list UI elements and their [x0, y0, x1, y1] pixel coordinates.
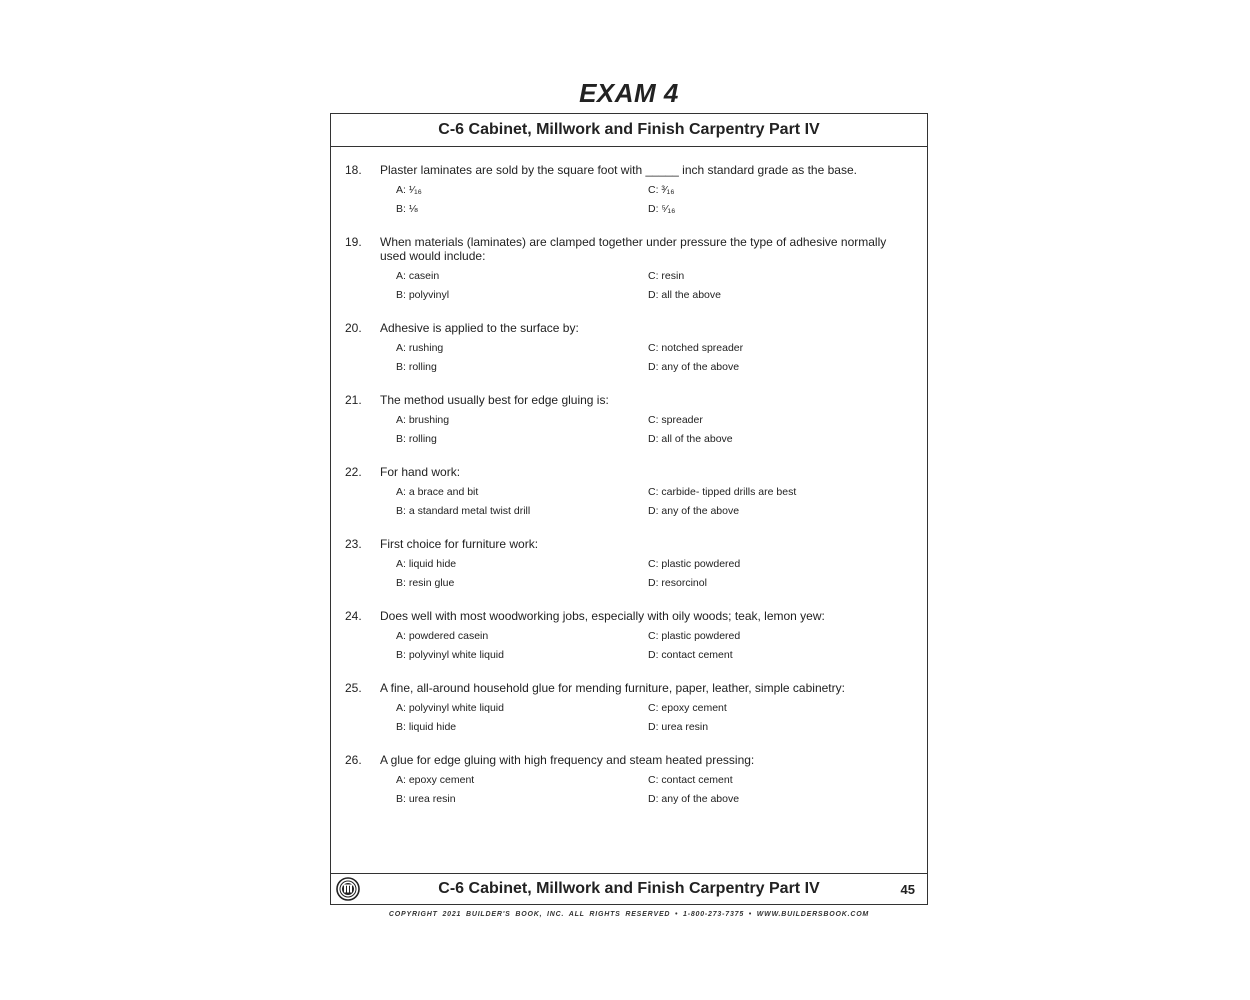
choice-c: C: spreader [648, 414, 703, 426]
question-23 [345, 537, 915, 590]
question-18 [345, 163, 915, 216]
question-number: 22. [345, 465, 362, 479]
question-22 [345, 465, 915, 518]
question-number: 18. [345, 163, 362, 177]
answer-choices [396, 773, 896, 806]
choice-b: B: polyvinyl [396, 289, 450, 301]
choice-d: D: all of the above [648, 433, 733, 445]
question-text: A fine, all-around household glue for mending furniture, paper, leather, simple cabinetry: [380, 681, 845, 695]
choice-a: A: brushing [396, 414, 450, 426]
question-number: 19. [345, 235, 362, 249]
choice-b: B: urea resin [396, 793, 456, 805]
choice-d: D: any of the above [648, 505, 740, 517]
copyright-notice: COPYRIGHT 2021 BUILDER'S BOOK, INC. ALL RIGHTS RESERVED • 1-800-273-7375 • WWW.BUILDERSBOOK.COM [388, 911, 870, 918]
choice-a: A: epoxy cement [396, 774, 475, 786]
choice-a: A: polyvinyl white liquid [396, 702, 504, 714]
question-25 [345, 681, 915, 734]
choice-c: C: ³⁄₁₆ [648, 184, 675, 196]
question-19 [345, 235, 915, 302]
question-26 [345, 753, 915, 806]
page-number: 45 [900, 882, 915, 897]
question-text: First choice for furniture work: [380, 537, 539, 551]
choice-c: C: plastic powdered [648, 630, 741, 642]
choice-a: A: ¹⁄₁₆ [396, 184, 422, 196]
choice-d: D: resorcinol [648, 577, 707, 589]
answer-choices [396, 485, 896, 518]
choice-d: D: any of the above [648, 793, 740, 805]
choice-b: B: rolling [396, 433, 437, 445]
choice-b: B: liquid hide [396, 721, 457, 733]
choice-a: A: rushing [396, 342, 444, 354]
choice-b: B: a standard metal twist drill [396, 505, 531, 517]
choice-d: D: all the above [648, 289, 721, 301]
question-24 [345, 609, 915, 662]
choice-a: A: powdered casein [396, 630, 489, 642]
choice-d: D: ⁵⁄₁₆ [648, 203, 676, 215]
question-number: 24. [345, 609, 362, 623]
choice-a: A: casein [396, 270, 440, 282]
answer-choices [396, 629, 896, 662]
question-text: A glue for edge gluing with high frequency and steam heated pressing: [380, 753, 755, 767]
choice-a: A: liquid hide [396, 558, 457, 570]
question-text: The method usually best for edge gluing is: [380, 393, 609, 407]
choice-c: C: resin [648, 270, 685, 282]
page-footer [331, 873, 927, 904]
exam-page-frame [330, 113, 928, 905]
choice-d: D: urea resin [648, 721, 709, 733]
section-header: C-6 Cabinet, Millwork and Finish Carpentry Part IV [331, 114, 927, 147]
question-text: Adhesive is applied to the surface by: [380, 321, 579, 335]
question-text: When materials (laminates) are clamped together under pressure the type of adhesive normally used would include: [380, 235, 887, 263]
question-number: 26. [345, 753, 362, 767]
question-number: 23. [345, 537, 362, 551]
choice-c: C: notched spreader [648, 342, 744, 354]
choice-c: C: carbide- tipped drills are best [648, 486, 797, 498]
choice-d: D: contact cement [648, 649, 733, 661]
answer-choices [396, 341, 896, 374]
question-20 [345, 321, 915, 374]
choice-b: B: polyvinyl white liquid [396, 649, 504, 661]
question-text: For hand work: [380, 465, 461, 479]
choice-d: D: any of the above [648, 361, 740, 373]
answer-choices [396, 269, 896, 302]
choice-c: C: contact cement [648, 774, 733, 786]
footer-title: C-6 Cabinet, Millwork and Finish Carpentry Part IV [438, 880, 820, 897]
answer-choices [396, 183, 896, 216]
exam-title: EXAM 4 [579, 78, 679, 108]
question-number: 20. [345, 321, 362, 335]
question-number: 25. [345, 681, 362, 695]
choice-c: C: epoxy cement [648, 702, 727, 714]
question-21 [345, 393, 915, 446]
answer-choices [396, 413, 896, 446]
question-text: Does well with most woodworking jobs, especially with oily woods; teak, lemon yew: [380, 609, 825, 623]
question-text: Plaster laminates are sold by the square foot with _____ inch standard grade as the base. [380, 163, 857, 177]
choice-c: C: plastic powdered [648, 558, 741, 570]
answer-choices [396, 701, 896, 734]
choice-b: B: resin glue [396, 577, 455, 589]
choice-a: A: a brace and bit [396, 486, 479, 498]
choice-b: B: ⅛ [396, 203, 418, 215]
choice-b: B: rolling [396, 361, 437, 373]
answer-choices [396, 557, 896, 590]
question-number: 21. [345, 393, 362, 407]
